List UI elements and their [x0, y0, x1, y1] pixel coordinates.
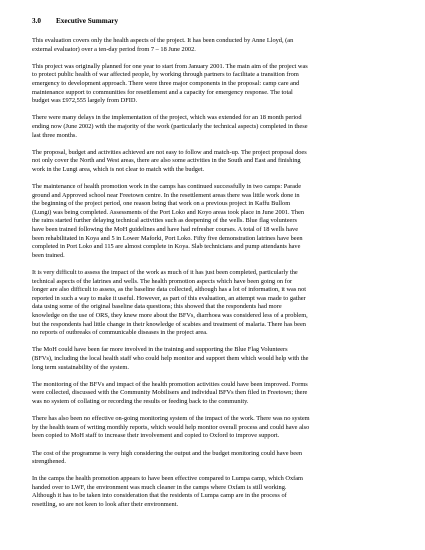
text-line: were collected, discussed with the Community Mobilisers and individual BFVs then filed in Freetown; there: [32, 389, 308, 397]
paragraph: [32, 381, 394, 407]
text-line: The cost of the programme is very high considering the output and the budget monitoring could have been: [32, 449, 303, 457]
text-line: maintenance support to communities for resettlement and a capacity for emergency response. The total: [32, 88, 293, 96]
text-line: (BFVs), including the local health staff who could help monitor and support them which would help with the: [32, 354, 309, 362]
paragraph: [32, 269, 394, 338]
text-line: reported in such a way to make it useful. However, as part of this evaluation, an attempt was made to gather: [32, 294, 306, 302]
paragraph: [32, 450, 394, 467]
text-line: ending now (June 2002) with the majority of the work (particularly the technical aspects) completed in these: [32, 122, 308, 130]
section-title: Executive Summary: [56, 17, 119, 25]
text-line: Although it has to be taken into consideration that the residents of Lumpa camp are in the process of: [32, 492, 287, 500]
text-line: been copied to MoH staff to increase their involvement and copied to Oxford to improve support.: [32, 432, 280, 440]
text-line: was no system of collating or recording the results or feeding back to the community.: [32, 397, 249, 405]
section-number: 3.0: [32, 17, 41, 25]
text-line: handed over to LWF, the environment was much cleaner in the camps where Oxfam is still working.: [32, 483, 287, 491]
text-line: the rains started further delaying technical activities such as deepening of the wells. Blue flag volunteers: [32, 217, 297, 225]
paragraph: [32, 415, 394, 441]
text-line: have been trained following the MoH guidelines and have had refresher courses. A total of 18 wells have: [32, 226, 299, 234]
text-line: There has also been no effective on-going monitoring system of the impact of the work. There was no system: [32, 415, 310, 423]
paragraph: [32, 183, 394, 260]
text-line: resettling, so are not keen to look after their environment.: [32, 501, 179, 509]
text-line: The maintenance of health promotion work in the camps has continued successfully in two camps: Parade: [32, 183, 302, 191]
paragraph: [32, 114, 394, 140]
text-line: been trained.: [32, 251, 65, 259]
text-line: This evaluation covers only the health aspects of the project. It has been conducted by Anne Lloyd, (an: [32, 37, 294, 44]
text-line: The proposal, budget and activities achieved are not easy to follow and match-up. The project proposal does: [32, 148, 307, 156]
text-line: In the camps the health promotion appears to have been effective compared to Lumpa camp, which Oxfam: [32, 475, 303, 483]
text-line: ground and Approved school near Freetown centre. In the resettlement areas there was little work done in: [32, 191, 300, 199]
text-line: There were many delays in the implementation of the project, which was extended for an 18 month period: [32, 114, 302, 122]
text-line: strengthened.: [32, 458, 66, 466]
paragraph: [32, 346, 394, 372]
text-line: work in the Lungi area, which is not clear to match with the budget.: [32, 165, 205, 173]
text-line: completed in Port Loko and 115 are almost complete in Koya. Slab technicians and pump attendants have: [32, 243, 301, 251]
body-text: [32, 37, 394, 518]
text-line: but the respondents had little change in their knowledge of scabies and treatment of malaria. There has been: [32, 320, 306, 328]
text-line: data using some of the original baseline data questions; this showed that the respondents had more: [32, 303, 282, 311]
text-line: to protect public health of war affected people, by working through partners to facilitate a transition from: [32, 71, 299, 79]
paragraph: [32, 149, 394, 175]
text-line: The MoH could have been far more involved in the training and supporting the Blue Flag Volunteers: [32, 346, 288, 354]
text-line: longer are also difficult to assess, as the baseline data collected, although has a lot of information, it was not: [32, 286, 306, 294]
text-line: This project was originally planned for one year to start from January 2001. The main aim of the project was: [32, 62, 308, 70]
text-line: the beginning of the project period, one reason being that work on a previous project in Kaffu Bullom: [32, 200, 291, 208]
text-line: budget was £972,555 largely from DFID.: [32, 97, 138, 105]
text-line: The monitoring of the BFVs and impact of the health promotion activities could have been improved. Forms: [32, 380, 308, 388]
text-line: knowledge on the use of ORS, they knew more about the BFVs, diarrhoea was considered less of a problem,: [32, 312, 308, 319]
paragraph: [32, 475, 394, 509]
text-line: not only cover the North and West areas, there are also some activities in the South and East and finishing: [32, 157, 301, 165]
text-line: by the health team of writing monthly reports, which would help monitor overall process and could have also: [32, 423, 310, 431]
text-line: external evaluator) over a ten-day period from 7 – 18 June 2002.: [32, 45, 196, 53]
text-line: technical aspects of the latrines and wells. The health promotion aspects which have been going on for: [32, 277, 293, 285]
text-line: (Lungi) was being completed. Assessments of the Port Loko and Koyo areas took place in June 2001. Then: [32, 208, 305, 216]
text-line: last three months.: [32, 131, 77, 139]
text-line: long term sustainability of the system.: [32, 363, 129, 371]
text-line: been rehabilitated in Koya and 5 in Lower Maforki, Port Loko. Fifty five demonstration latrines have been: [32, 234, 303, 242]
paragraph: [32, 37, 394, 54]
text-line: emergency to development approach. There were three major components in the proposal: camp care and: [32, 79, 300, 87]
text-line: no reports of outbreaks of communicable diseases in the project area.: [32, 329, 208, 337]
text-line: It is very difficult to assess the impact of the work as much of it has just been completed, particularly the: [32, 269, 298, 277]
paragraph: [32, 63, 394, 106]
section-heading: [32, 17, 118, 26]
